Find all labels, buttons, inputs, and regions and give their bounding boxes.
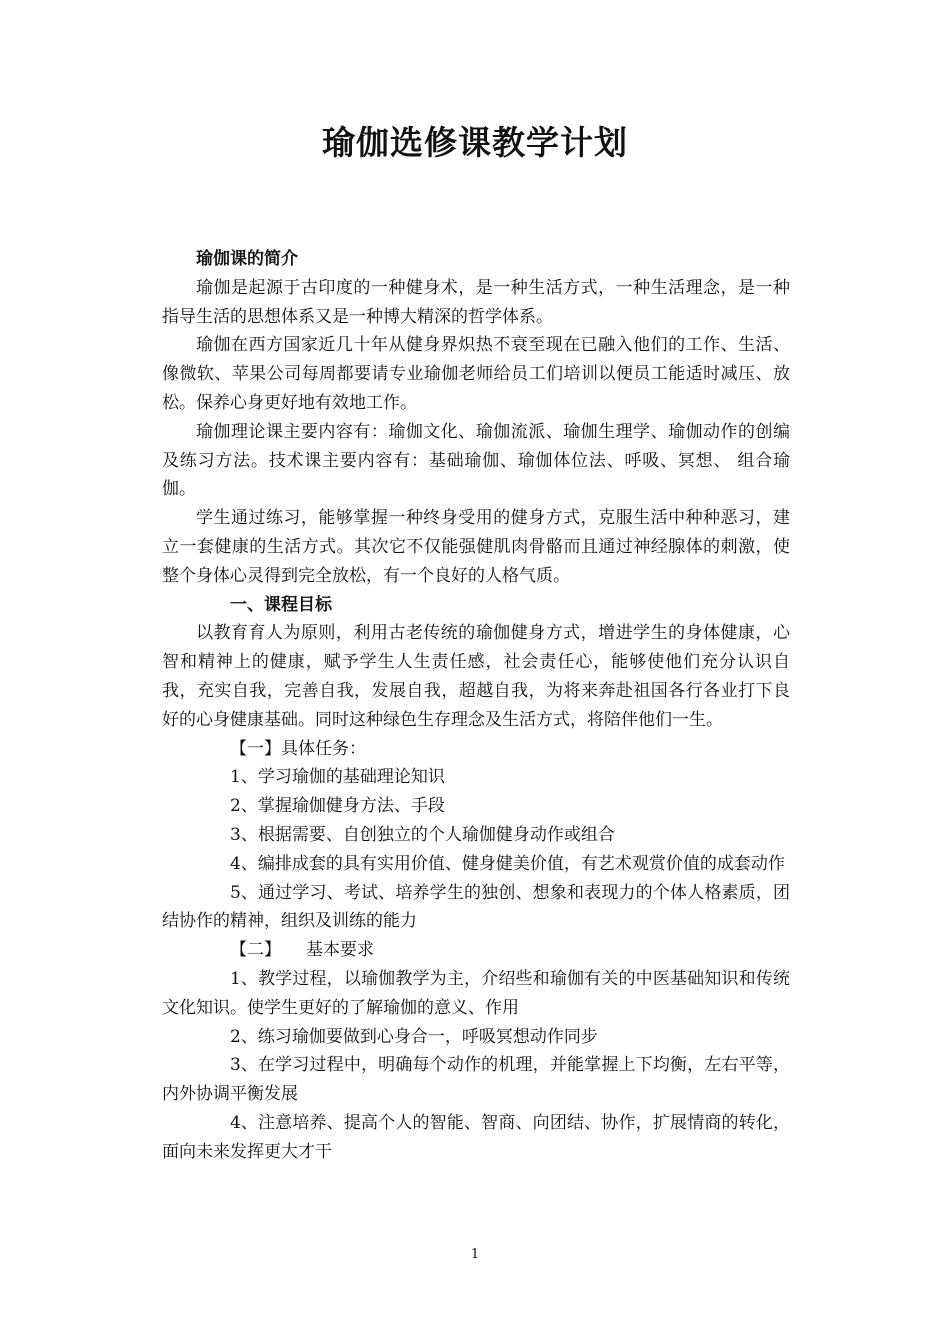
section-heading-goals bbox=[162, 591, 790, 620]
list-item-number: 3、 bbox=[230, 824, 258, 845]
list-item bbox=[162, 792, 790, 821]
list-item-number: 1、 bbox=[230, 767, 258, 788]
list-item-number: 4、 bbox=[230, 853, 258, 874]
list-item-text: 根据需要、自创独立的个人瑜伽健身动作或组合 bbox=[257, 824, 615, 845]
list-item-text: 注意培养、提高个人的智能、智商、向团结、协作，扩展情商的转化，面向未来发挥更大才干 bbox=[162, 1112, 790, 1162]
intro-paragraph: 学生通过练习，能够掌握一种终身受用的健身方式，克服生活中种种恶习，建立一套健康的生活方式。其次它不仅能强健肌肉骨骼而且通过神经腺体的刺激，使整个身体心灵得到完全放松，有一个良好的人格气质。 bbox=[162, 508, 790, 586]
intro-paragraph: 瑜伽在西方国家近几十年从健身界炽热不衰至现在已融入他们的工作、生活、像微软、苹果公司每周都要请专业瑜伽老师给员工们培训以便员工能适时减压、放松。保养心身更好地有效地工作。 bbox=[162, 335, 790, 413]
section-number: 一、 bbox=[230, 594, 264, 615]
page-number: 1 bbox=[470, 1247, 480, 1262]
goals-paragraph: 以教育育人为原则，利用古老传统的瑜伽健身方式，增进学生的身体健康，心智和精神上的健康，赋予学生人生责任感，社会责任心，能够使他们充分认识自我，充实自我，完善自我，发展自我，超越自我，为将来奔赴祖国各行各业打下良好的心身健康基础。同时这种绿色生存理念及生活方式，将陪伴他们一生。 bbox=[162, 623, 790, 730]
list-item bbox=[162, 965, 790, 1023]
intro-heading: 瑜伽课的简介 bbox=[196, 249, 298, 269]
list-item-text: 教学过程，以瑜伽教学为主，介绍些和瑜伽有关的中医基础知识和传统文化知识。使学生更好的了解瑜伽的意义、作用 bbox=[162, 968, 790, 1018]
list-item-text: 学习瑜伽的基础理论知识 bbox=[257, 767, 445, 788]
subsection-title: 具体任务： bbox=[281, 738, 366, 759]
subsection-heading-tasks bbox=[162, 735, 790, 764]
list-item-number: 3、 bbox=[230, 1055, 258, 1076]
section-title: 课程目标 bbox=[264, 594, 332, 615]
subsection-label: 【一】 bbox=[230, 738, 281, 759]
list-item bbox=[162, 1051, 790, 1109]
intro-paragraph: 瑜伽理论课主要内容有：瑜伽文化、瑜伽流派、瑜伽生理学、瑜伽动作的创编及练习方法。技术课主要内容有：基础瑜伽、瑜伽体位法、呼吸、冥想、 组合瑜伽。 bbox=[162, 421, 790, 500]
list-item-number: 5、 bbox=[230, 882, 258, 903]
list-item bbox=[162, 850, 790, 879]
list-item-number: 4、 bbox=[230, 1112, 258, 1133]
list-item bbox=[162, 763, 790, 792]
list-item-text: 练习瑜伽要做到心身合一，呼吸冥想动作同步 bbox=[257, 1026, 598, 1047]
subsection-heading-requirements bbox=[162, 936, 790, 965]
list-item-number: 2、 bbox=[230, 1026, 258, 1047]
list-item bbox=[162, 879, 790, 937]
subsection-label: 【二】 bbox=[230, 940, 281, 961]
page-title: 瑜伽选修课教学计划 bbox=[322, 123, 628, 162]
list-item-text: 编排成套的具有实用价值、健身健美价值，有艺术观赏价值的成套动作 bbox=[257, 853, 785, 874]
document-body bbox=[162, 245, 790, 1167]
list-item-number: 2、 bbox=[230, 796, 258, 817]
list-item-text: 掌握瑜伽健身方法、手段 bbox=[257, 796, 445, 817]
list-item bbox=[162, 1023, 790, 1052]
list-item bbox=[162, 1109, 790, 1167]
subsection-title: 基本要求 bbox=[306, 940, 374, 961]
list-item-text: 通过学习、考试、培养学生的独创、想象和表现力的个体人格素质，团结协作的精神，组织及训练的能力 bbox=[162, 882, 790, 932]
intro-paragraph: 瑜伽是起源于古印度的一种健身术，是一种生活方式，一种生活理念，是一种指导生活的思想体系又是一种博大精深的哲学体系。 bbox=[162, 277, 790, 327]
list-item bbox=[162, 821, 790, 850]
list-item-text: 在学习过程中，明确每个动作的机理，并能掌握上下均衡，左右平等，内外协调平衡发展 bbox=[162, 1055, 790, 1105]
list-item-number: 1、 bbox=[230, 968, 258, 989]
